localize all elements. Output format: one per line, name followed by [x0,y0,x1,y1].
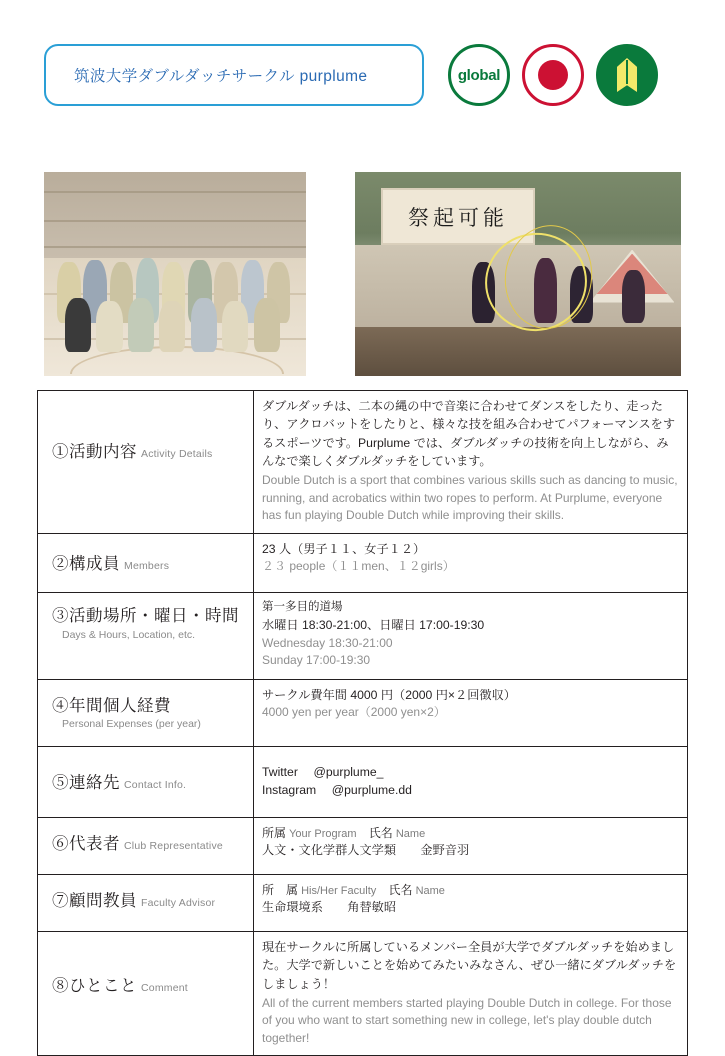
global-badge-label: global [457,66,501,84]
row-label-en: Faculty Advisor [141,897,216,909]
row-number: ③ [52,607,69,625]
row-label-en: Activity Details [141,448,213,460]
row-label-en: Members [124,560,170,572]
row-number: ② [52,555,69,573]
representative-value: 人文・文化学群人文学類 金野音羽 [262,843,470,857]
members-ja: 23 人（男子１１、女子１２） [262,542,426,556]
performer [622,270,645,323]
row-number: ⑥ [52,835,69,853]
group-photo [44,172,306,376]
activity-text-ja: ダブルダッチは、二本の縄の中で音楽に合わせてダンスをしたり、走ったり、アクロバットをしたりと、様々な技を組み合わせてパフォーマンスをするスポーツです。Purplume では、ダブルダッチの技術を向上しながら、みんなで楽しくダブルダッチをしています。 [262,399,676,468]
row-label-expenses [38,680,254,747]
table-row-contact [38,747,688,818]
adv-sub1-en: His/Her Faculty [301,885,377,897]
rep-sub1-ja: 所属 [262,826,287,840]
gym-wall [44,172,306,258]
expenses-en: 4000 yen per year（2000 yen×2） [262,705,446,720]
expenses-ja: サークル費年間 4000 円（2000 円×２回徴収） [262,688,516,702]
table-row-comment [38,932,688,1056]
table-row-schedule [38,593,688,680]
table-row-activity [38,391,688,534]
table-row-representative [38,818,688,875]
row-value-members [254,534,688,593]
row-label-en: Days & Hours, Location, etc. [62,629,196,642]
advisor-value: 生命環境系 角替敏昭 [262,900,397,914]
row-number: ⑤ [52,774,69,792]
activity-text-en: Double Dutch is a sport that combines various skills such as dancing to music, running, and acrobatics within two ropes to perform. At Purplume, everyone has fun playing Double Dutch while improving their skills. [262,473,678,522]
title-box [44,44,424,106]
row-label-ja: 構成員 [69,555,120,573]
advisor-subheaders [262,881,679,898]
row-label-comment [38,932,254,1056]
row-value-schedule [254,593,688,680]
row-label-advisor [38,875,254,932]
leaf-badge [596,44,658,106]
row-value-comment [254,932,688,1056]
row-number: ⑧ [52,977,69,995]
rep-sub2-ja: 氏名 [368,826,393,840]
location-ja: 第一多目的道場 [262,601,343,613]
contact-instagram[interactable]: Instagram @purplume.dd [262,783,412,798]
row-number: ④ [52,697,69,715]
hours-ja: 水曜日 18:30-21:00、日曜日 17:00-19:30 [262,618,485,633]
row-value-activity [254,391,688,534]
row-value-advisor [254,875,688,932]
row-label-ja: 代表者 [69,835,120,853]
hours-en-sun: Sunday 17:00-19:30 [262,652,371,667]
adv-sub2-ja: 氏名 [388,883,413,897]
info-table [37,390,688,1056]
row-label-schedule [38,593,254,680]
row-label-members [38,534,254,593]
table-row-members [38,534,688,593]
row-label-ja: 活動場所・曜日・時間 [69,607,239,625]
members-en: ２３ people（１１men、１２girls） [262,559,455,574]
row-number: ⑦ [52,892,69,910]
japan-flag-icon [538,60,568,90]
row-label-ja: 年間個人経費 [69,697,171,715]
row-value-representative [254,818,688,875]
rep-sub2-en: Name [395,828,426,840]
comment-ja: 現在サークルに所属しているメンバー全員が大学でダブルダッチを始めました。大学で新しいことを始めてみたいみなさん、ぜひ一緒にダブルダッチをしましょう！ [262,940,677,991]
table-row-expenses [38,680,688,747]
row-label-ja: 活動内容 [69,443,137,461]
japan-flag-badge [522,44,584,106]
row-label-activity [38,391,254,534]
row-label-en: Club Representative [124,840,223,852]
performance-photo [355,172,681,376]
adv-sub1-ja: 所 属 [262,883,299,897]
row-label-ja: 顧問教員 [69,892,137,910]
table-row-advisor [38,875,688,932]
representative-subheaders [262,824,679,841]
header [0,44,725,116]
row-label-en: Contact Info. [124,779,187,791]
row-label-en: Personal Expenses (per year) [62,718,201,730]
page-title: 筑波大学ダブルダッチサークル purplume [74,68,368,85]
photo-strip [44,172,681,376]
row-label-representative [38,818,254,875]
hours-en-wed: Wednesday 18:30-21:00 [262,635,393,650]
row-label-en: Comment [141,982,188,994]
leaf-icon [617,58,637,92]
stage-banner-text: 祭起可能 [381,188,535,245]
stage-floor [355,327,681,376]
row-value-expenses [254,680,688,747]
row-value-contact [254,747,688,818]
adv-sub2-en: Name [415,885,445,897]
row-label-contact [38,747,254,818]
global-badge [448,44,510,106]
row-label-ja: ひとこと [69,977,137,995]
contact-twitter[interactable]: Twitter @purplume_ [262,765,384,779]
comment-en: All of the current members started playing Double Dutch in college. For those of you who want to start something new in college, let's play double dutch together! [262,995,672,1045]
row-label-ja: 連絡先 [69,774,120,792]
rep-sub1-en: Your Program [289,828,357,840]
row-number: ① [52,443,69,461]
